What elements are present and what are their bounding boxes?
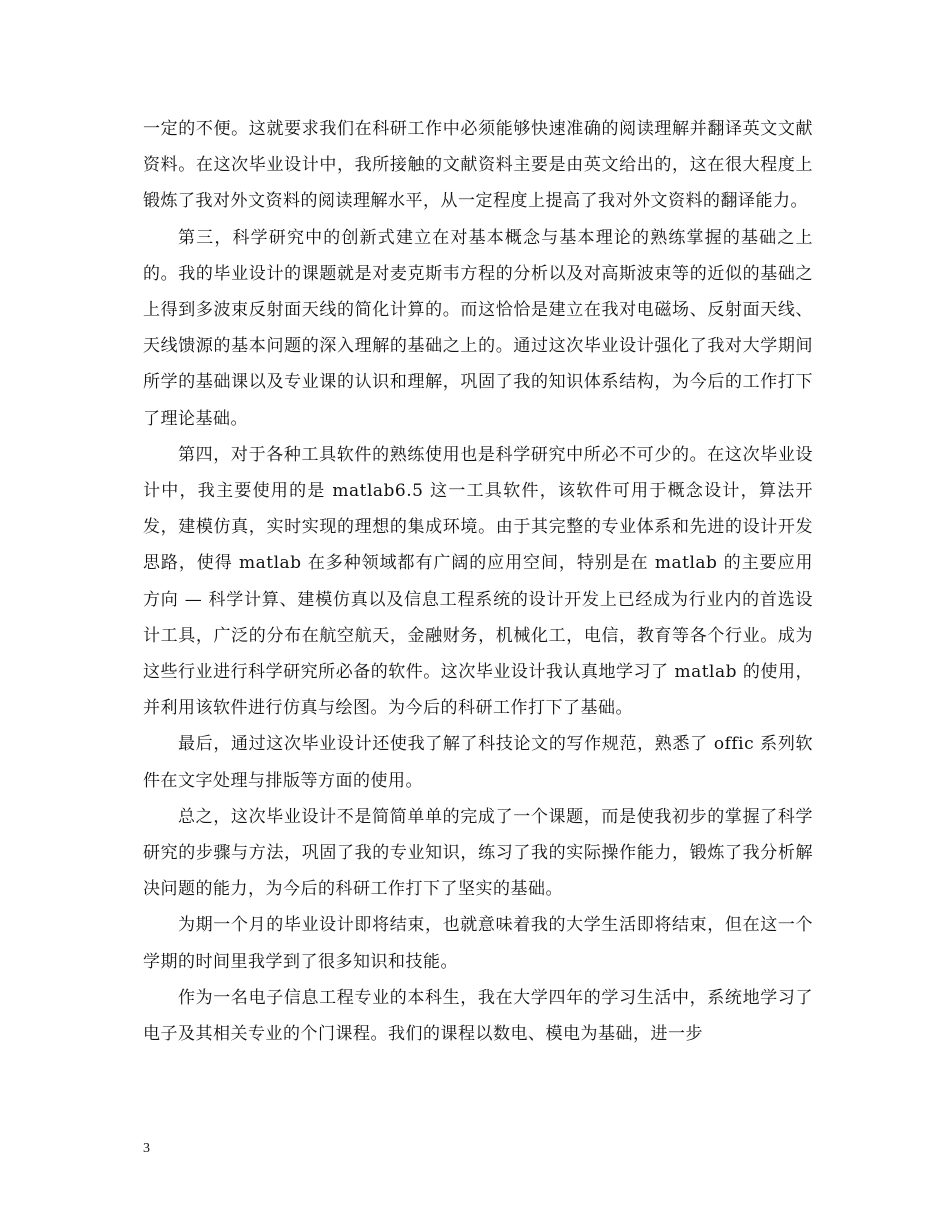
paragraph: 一定的不便。这就要求我们在科研工作中必须能够快速准确的阅读理解并翻译英文文献资料。在这次毕业设计中，我所接触的文献资料主要是由英文给出的，这在很大程度上锻炼了我对外文资料的阅读理解水平，从一定程度上提高了我对外文资料的翻译能力。 <box>143 119 813 212</box>
page-number: 3 <box>143 1141 150 1156</box>
paragraph: 作为一名电子信息工程专业的本科生，我在大学四年的学习生活中，系统地学习了电子及其相关专业的个门课程。我们的课程以数电、模电为基础，进一步 <box>143 987 813 1045</box>
paragraph: 第三，科学研究中的创新式建立在对基本概念与基本理论的熟练掌握的基础之上的。我的毕业设计的课题就是对麦克斯韦方程的分析以及对高斯波束等的近似的基础之上得到多波束反射面天线的简化计算的。而这恰恰是建立在我对电磁场、反射面天线、天线馈源的基本问题的深入理解的基础之上的。通过这次毕业设计强化了我对大学期间所学的基础课以及专业课的认识和理解，巩固了我的知识体系结构，为今后的工作打下了理论基础。 <box>143 227 813 429</box>
body-text <box>143 111 813 1052</box>
paragraph: 第四，对于各种工具软件的熟练使用也是科学研究中所必不可少的。在这次毕业设计中，我主要使用的是 matlab6.5 这一工具软件，该软件可用于概念设计，算法开发，建模仿真，实时实现的理想的集成环境。由于其完整的专业体系和先进的设计开发思路，使得 matlab 在多种领域都有广阔的应用空间，特别是在 matlab 的主要应用方向 — 科学计算、建模仿真以及信息工程系统的设计开发上已经成为行业内的首选设计工具，广泛的分布在航空航天，金融财务，机械化工，电信，教育等各个行业。成为这些行业进行科学研究所必备的软件。这次毕业设计我认真地学习了 matlab 的使用，并利用该软件进行仿真与绘图。为今后的科研工作打下了基础。 <box>143 444 813 719</box>
paragraph: 为期一个月的毕业设计即将结束，也就意味着我的大学生活即将结束，但在这一个学期的时间里我学到了很多知识和技能。 <box>143 915 813 972</box>
paragraph: 最后，通过这次毕业设计还使我了解了科技论文的写作规范，熟悉了 offic 系列软件在文字处理与排版等方面的使用。 <box>143 734 813 791</box>
paragraph: 总之，这次毕业设计不是简简单单的完成了一个课题，而是使我初步的掌握了科学研究的步骤与方法，巩固了我的专业知识，练习了我的实际操作能力，锻炼了我分析解决问题的能力，为今后的科研工作打下了坚实的基础。 <box>143 806 813 900</box>
